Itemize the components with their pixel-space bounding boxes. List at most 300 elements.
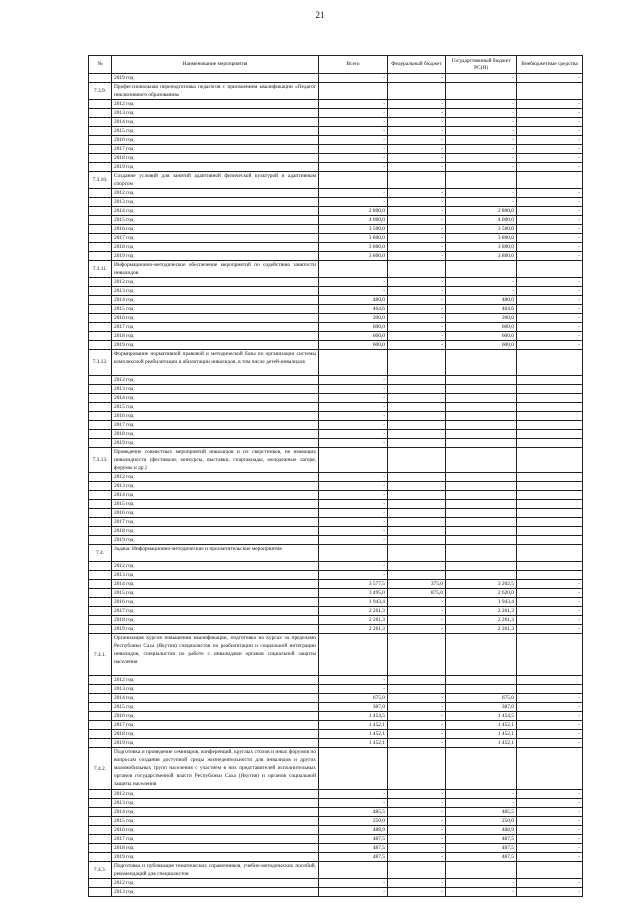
cell-code xyxy=(89,411,112,420)
cell-total xyxy=(319,83,388,100)
cell-code xyxy=(89,580,112,589)
cell-state: 600,0 xyxy=(446,323,517,332)
cell-extra xyxy=(517,411,583,420)
cell-state xyxy=(446,438,517,447)
cell-name: 2014 год xyxy=(112,580,319,589)
cell-code xyxy=(89,189,112,198)
cell-federal: - xyxy=(388,853,446,862)
cell-name: 2013 год xyxy=(112,384,319,393)
cell-code xyxy=(89,207,112,216)
cell-code xyxy=(89,500,112,509)
cell-total: 2 261,3 xyxy=(319,616,388,625)
cell-code xyxy=(89,252,112,261)
table-row xyxy=(89,252,583,261)
cell-name: 2012 год xyxy=(112,473,319,482)
cell-federal: - xyxy=(388,879,446,888)
cell-state: 3 800,0 xyxy=(446,234,517,243)
cell-name: 2017 год xyxy=(112,323,319,332)
cell-federal xyxy=(388,350,446,376)
cell-code xyxy=(89,879,112,888)
cell-code xyxy=(89,607,112,616)
cell-extra: - xyxy=(517,589,583,598)
table-row xyxy=(89,694,583,703)
cell-name: 2019 год xyxy=(112,163,319,172)
table-row-section xyxy=(89,748,583,790)
cell-name: 2013 год xyxy=(112,287,319,296)
cell-state: 1 943,4 xyxy=(446,598,517,607)
cell-code xyxy=(89,375,112,384)
cell-total: - xyxy=(319,100,388,109)
cell-total: 1 454,5 xyxy=(319,712,388,721)
cell-code xyxy=(89,393,112,402)
cell-state xyxy=(446,536,517,545)
table-row-section xyxy=(89,350,583,376)
cell-code: 7.3.9. xyxy=(89,83,112,100)
cell-federal: - xyxy=(388,118,446,127)
cell-total: 1 943,4 xyxy=(319,598,388,607)
cell-total xyxy=(319,545,388,562)
table-row xyxy=(89,879,583,888)
cell-extra xyxy=(517,545,583,562)
cell-code xyxy=(89,278,112,287)
table-row xyxy=(89,616,583,625)
cell-name: 2014 год xyxy=(112,694,319,703)
cell-name: 2012 год xyxy=(112,189,319,198)
cell-extra: - xyxy=(517,332,583,341)
cell-total xyxy=(319,350,388,376)
cell-extra: - xyxy=(517,225,583,234)
cell-federal: - xyxy=(388,198,446,207)
table-row xyxy=(89,730,583,739)
funding-table xyxy=(88,55,583,897)
cell-state: - xyxy=(446,189,517,198)
cell-code: 7.4. xyxy=(89,545,112,562)
cell-federal: - xyxy=(388,243,446,252)
cell-total: 3 800,0 xyxy=(319,252,388,261)
cell-state xyxy=(446,261,517,278)
table-row xyxy=(89,536,583,545)
table-row xyxy=(89,607,583,616)
cell-federal: - xyxy=(388,74,446,83)
table-body xyxy=(89,74,583,897)
cell-federal: - xyxy=(388,127,446,136)
header-state: Государственный бюджет РС(Я) xyxy=(446,56,517,74)
table-row xyxy=(89,305,583,314)
cell-federal: - xyxy=(388,826,446,835)
cell-total: 2 261,3 xyxy=(319,625,388,634)
cell-name: 2018 год xyxy=(112,332,319,341)
cell-federal xyxy=(388,384,446,393)
cell-total: 600,0 xyxy=(319,323,388,332)
cell-extra: - xyxy=(517,853,583,862)
table-row xyxy=(89,518,583,527)
table-row xyxy=(89,844,583,853)
cell-total: - xyxy=(319,163,388,172)
cell-name: 2014 год xyxy=(112,118,319,127)
cell-state: - xyxy=(446,118,517,127)
cell-total: - xyxy=(319,402,388,411)
cell-extra: - xyxy=(517,694,583,703)
cell-code xyxy=(89,384,112,393)
cell-code xyxy=(89,225,112,234)
cell-federal: - xyxy=(388,703,446,712)
cell-extra: - xyxy=(517,127,583,136)
cell-name: 2013 год xyxy=(112,482,319,491)
cell-total: 487,5 xyxy=(319,853,388,862)
cell-code xyxy=(89,429,112,438)
cell-total: 1 452,1 xyxy=(319,739,388,748)
table-row xyxy=(89,685,583,694)
table-row xyxy=(89,384,583,393)
cell-name: 2012 год xyxy=(112,562,319,571)
cell-code xyxy=(89,305,112,314)
cell-state: - xyxy=(446,278,517,287)
cell-state: - xyxy=(446,163,517,172)
cell-total: - xyxy=(319,518,388,527)
cell-total: 487,5 xyxy=(319,835,388,844)
cell-total: - xyxy=(319,676,388,685)
cell-code xyxy=(89,145,112,154)
table-row xyxy=(89,198,583,207)
cell-code xyxy=(89,287,112,296)
cell-state: 480,0 xyxy=(446,296,517,305)
cell-total: - xyxy=(319,685,388,694)
cell-code: 7.4.2. xyxy=(89,748,112,790)
cell-extra: - xyxy=(517,216,583,225)
cell-state: - xyxy=(446,145,517,154)
cell-state: 487,5 xyxy=(446,853,517,862)
cell-extra: - xyxy=(517,296,583,305)
cell-total: - xyxy=(319,198,388,207)
cell-total: - xyxy=(319,429,388,438)
cell-federal: - xyxy=(388,163,446,172)
header-federal: Федеральный бюджет xyxy=(388,56,446,74)
cell-name: Профессиональная переподготовка педагогов с присвоением квалификации «Педагог инклюзивного образования» xyxy=(112,83,319,100)
cell-total: 2 261,3 xyxy=(319,607,388,616)
cell-total: - xyxy=(319,375,388,384)
cell-extra: - xyxy=(517,616,583,625)
header-num: № xyxy=(89,56,112,74)
cell-code xyxy=(89,198,112,207)
cell-extra xyxy=(517,634,583,676)
cell-state xyxy=(446,350,517,376)
table-row xyxy=(89,136,583,145)
cell-extra: - xyxy=(517,879,583,888)
cell-name: 2019 год xyxy=(112,438,319,447)
cell-state: - xyxy=(446,790,517,799)
cell-federal: - xyxy=(388,799,446,808)
cell-extra: - xyxy=(517,703,583,712)
cell-federal: - xyxy=(388,145,446,154)
table-row xyxy=(89,853,583,862)
cell-name: Проведение совместных мероприятий инвалидов и их сверстников, не имеющих инвалидности (фестивали, конкурсы, выставки, спартакиады, молодежные лагеря, форумы и др.) xyxy=(112,447,319,473)
cell-extra xyxy=(517,447,583,473)
header-total: Всего xyxy=(319,56,388,74)
cell-code xyxy=(89,438,112,447)
cell-federal: - xyxy=(388,252,446,261)
table-row xyxy=(89,278,583,287)
cell-federal xyxy=(388,473,446,482)
cell-code xyxy=(89,527,112,536)
cell-name: 2016 год xyxy=(112,314,319,323)
cell-code xyxy=(89,323,112,332)
cell-total xyxy=(319,172,388,189)
cell-total: - xyxy=(319,136,388,145)
cell-federal: - xyxy=(388,287,446,296)
cell-code xyxy=(89,571,112,580)
cell-federal: - xyxy=(388,154,446,163)
cell-name: 2019 год xyxy=(112,74,319,83)
cell-federal: - xyxy=(388,790,446,799)
cell-state: 1 452,1 xyxy=(446,730,517,739)
cell-total: - xyxy=(319,799,388,808)
cell-state xyxy=(446,482,517,491)
table-row xyxy=(89,703,583,712)
cell-federal: - xyxy=(388,835,446,844)
cell-code xyxy=(89,154,112,163)
cell-state: 2 261,3 xyxy=(446,607,517,616)
cell-name: 2015 год xyxy=(112,127,319,136)
cell-state xyxy=(446,402,517,411)
table-row xyxy=(89,109,583,118)
table-row-section xyxy=(89,862,583,879)
table-row xyxy=(89,817,583,826)
cell-federal: - xyxy=(388,694,446,703)
cell-code xyxy=(89,625,112,634)
cell-total xyxy=(319,748,388,790)
cell-federal: - xyxy=(388,844,446,853)
cell-code xyxy=(89,74,112,83)
cell-name: 2015 год xyxy=(112,703,319,712)
cell-state: 3 800,0 xyxy=(446,252,517,261)
cell-code xyxy=(89,808,112,817)
cell-federal: - xyxy=(388,730,446,739)
cell-state: 3 800,0 xyxy=(446,243,517,252)
table-row-section xyxy=(89,83,583,100)
cell-name: 2017 год xyxy=(112,145,319,154)
cell-total: - xyxy=(319,109,388,118)
cell-state xyxy=(446,375,517,384)
cell-federal xyxy=(388,518,446,527)
cell-federal: 375,0 xyxy=(388,580,446,589)
cell-name: 2012 год xyxy=(112,375,319,384)
cell-extra xyxy=(517,261,583,278)
table-row-section xyxy=(89,172,583,189)
cell-total: - xyxy=(319,411,388,420)
cell-extra xyxy=(517,83,583,100)
cell-state xyxy=(446,748,517,790)
cell-federal: - xyxy=(388,225,446,234)
cell-name: Подготовка и публикация тематических справочников, учебно-методических пособий, рекомендаций для специалистов xyxy=(112,862,319,879)
cell-state: 2 620,0 xyxy=(446,589,517,598)
cell-federal xyxy=(388,571,446,580)
cell-federal xyxy=(388,562,446,571)
cell-code xyxy=(89,509,112,518)
cell-extra: - xyxy=(517,198,583,207)
table-row xyxy=(89,509,583,518)
table-row xyxy=(89,332,583,341)
cell-total: 480,0 xyxy=(319,296,388,305)
cell-state: 485,5 xyxy=(446,808,517,817)
cell-federal xyxy=(388,393,446,402)
cell-state xyxy=(446,518,517,527)
cell-name: 2012 год xyxy=(112,100,319,109)
cell-state xyxy=(446,420,517,429)
cell-extra xyxy=(517,562,583,571)
cell-extra: - xyxy=(517,278,583,287)
cell-state: 250,0 xyxy=(446,817,517,826)
page-number: 21 xyxy=(315,10,325,20)
cell-code xyxy=(89,790,112,799)
cell-extra: - xyxy=(517,580,583,589)
cell-code xyxy=(89,616,112,625)
cell-extra xyxy=(517,536,583,545)
cell-extra: - xyxy=(517,314,583,323)
cell-state xyxy=(446,83,517,100)
cell-state: 2 800,0 xyxy=(446,207,517,216)
cell-name: 2014 год xyxy=(112,207,319,216)
cell-total: 2 800,0 xyxy=(319,207,388,216)
cell-total: - xyxy=(319,500,388,509)
cell-total: - xyxy=(319,127,388,136)
cell-extra: - xyxy=(517,323,583,332)
cell-federal: - xyxy=(388,278,446,287)
table-row xyxy=(89,189,583,198)
cell-state xyxy=(446,634,517,676)
table-row xyxy=(89,243,583,252)
cell-name: 2016 год xyxy=(112,826,319,835)
cell-federal xyxy=(388,862,446,879)
cell-name: 2017 год xyxy=(112,721,319,730)
cell-federal xyxy=(388,500,446,509)
cell-name: 2016 год xyxy=(112,509,319,518)
cell-code: 7.4.3. xyxy=(89,862,112,879)
cell-extra xyxy=(517,482,583,491)
cell-federal: - xyxy=(388,808,446,817)
table-row xyxy=(89,393,583,402)
cell-extra: - xyxy=(517,721,583,730)
cell-name: 2013 год xyxy=(112,685,319,694)
cell-name: 2014 год xyxy=(112,296,319,305)
cell-federal: - xyxy=(388,234,446,243)
cell-name: 2013 год xyxy=(112,799,319,808)
cell-name: 2016 год xyxy=(112,225,319,234)
cell-state xyxy=(446,685,517,694)
cell-code xyxy=(89,888,112,897)
cell-federal xyxy=(388,402,446,411)
cell-federal: - xyxy=(388,296,446,305)
cell-name: 2015 год xyxy=(112,817,319,826)
cell-federal: - xyxy=(388,721,446,730)
cell-total: 250,0 xyxy=(319,817,388,826)
cell-code xyxy=(89,127,112,136)
cell-extra: - xyxy=(517,826,583,835)
cell-extra: - xyxy=(517,808,583,817)
cell-name: 2017 год xyxy=(112,234,319,243)
table-row xyxy=(89,739,583,748)
cell-state: 600,0 xyxy=(446,341,517,350)
cell-extra xyxy=(517,402,583,411)
table-header-row xyxy=(89,56,583,74)
cell-federal: - xyxy=(388,305,446,314)
cell-state: - xyxy=(446,127,517,136)
cell-code xyxy=(89,473,112,482)
cell-name: 2012 год xyxy=(112,278,319,287)
cell-total: - xyxy=(319,74,388,83)
cell-name: 2018 год xyxy=(112,154,319,163)
cell-total: - xyxy=(319,491,388,500)
cell-total xyxy=(319,261,388,278)
cell-total: 3 500,0 xyxy=(319,225,388,234)
cell-total: - xyxy=(319,393,388,402)
table-row xyxy=(89,888,583,897)
cell-total: 4 000,0 xyxy=(319,216,388,225)
table-row xyxy=(89,287,583,296)
cell-name: 2018 год xyxy=(112,243,319,252)
cell-state: 487,5 xyxy=(446,844,517,853)
cell-code xyxy=(89,685,112,694)
cell-extra xyxy=(517,172,583,189)
cell-federal: 875,0 xyxy=(388,589,446,598)
cell-total: 488,9 xyxy=(319,826,388,835)
cell-total: - xyxy=(319,482,388,491)
cell-code xyxy=(89,562,112,571)
table-row xyxy=(89,225,583,234)
cell-state xyxy=(446,393,517,402)
cell-name: Подготовка и проведение семинаров, конференций, круглых столов и иных форумов по вопросам создания доступной среды жизнедеятельности для инвалидов и других маломобильных групп населения с участием в них представителей исполнительных органов государственной власти Республики Саха (Якутия) и органов социальной защиты населения xyxy=(112,748,319,790)
cell-total: 3 800,0 xyxy=(319,234,388,243)
table-row xyxy=(89,420,583,429)
cell-name: 2017 год xyxy=(112,835,319,844)
cell-state xyxy=(446,527,517,536)
cell-name: Создание условий для занятий адаптивной физической культурой и адаптивным спортом xyxy=(112,172,319,189)
cell-total: - xyxy=(319,189,388,198)
cell-code xyxy=(89,109,112,118)
cell-total: - xyxy=(319,790,388,799)
table-row xyxy=(89,402,583,411)
table-row xyxy=(89,527,583,536)
cell-state xyxy=(446,447,517,473)
cell-name: 2017 год xyxy=(112,420,319,429)
cell-name: 2013 год xyxy=(112,888,319,897)
table-row xyxy=(89,808,583,817)
table-row xyxy=(89,411,583,420)
cell-total: 1 452,1 xyxy=(319,721,388,730)
cell-name: 2014 год xyxy=(112,808,319,817)
cell-total xyxy=(319,634,388,676)
cell-federal xyxy=(388,83,446,100)
cell-name: 2012 год xyxy=(112,879,319,888)
cell-state: 488,9 xyxy=(446,826,517,835)
cell-extra xyxy=(517,518,583,527)
cell-name: 2016 год xyxy=(112,712,319,721)
table-row xyxy=(89,491,583,500)
cell-name: 2018 год xyxy=(112,429,319,438)
cell-extra: - xyxy=(517,625,583,634)
cell-federal: - xyxy=(388,888,446,897)
cell-code xyxy=(89,835,112,844)
cell-total: - xyxy=(319,278,388,287)
cell-state xyxy=(446,545,517,562)
cell-federal xyxy=(388,685,446,694)
cell-extra xyxy=(517,527,583,536)
cell-federal xyxy=(388,509,446,518)
cell-total: - xyxy=(319,562,388,571)
cell-name: 2013 год xyxy=(112,109,319,118)
cell-state: - xyxy=(446,879,517,888)
cell-state xyxy=(446,411,517,420)
cell-extra xyxy=(517,685,583,694)
